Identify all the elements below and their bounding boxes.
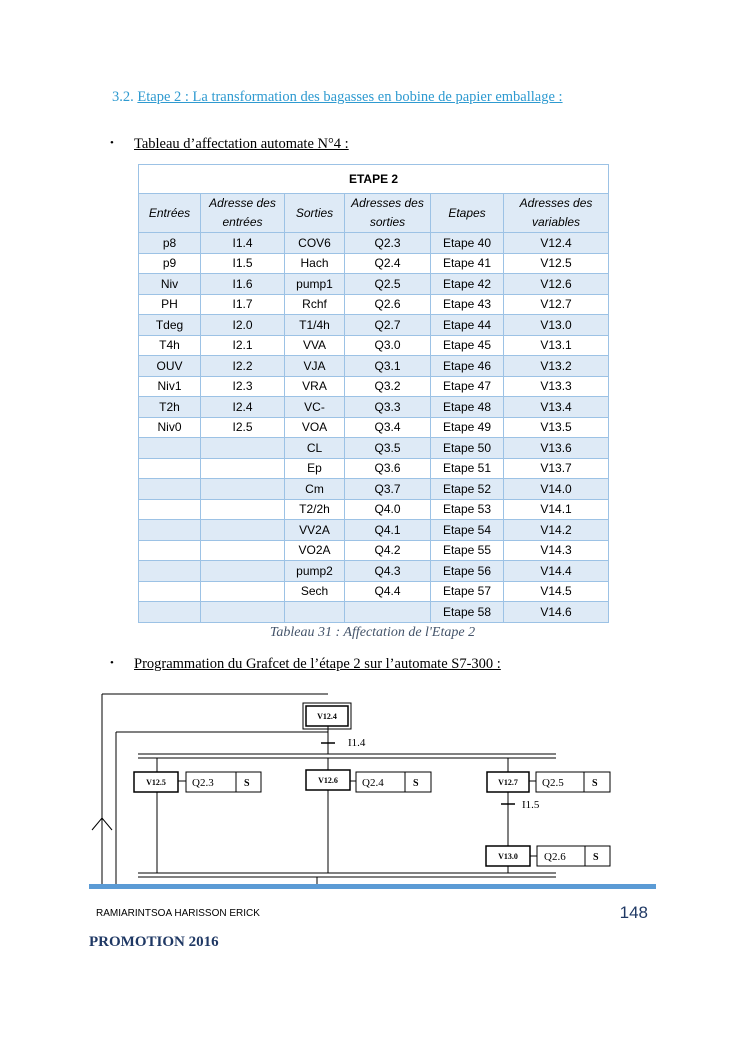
footer-promotion: PROMOTION 2016 — [89, 934, 219, 950]
table-header-cell — [201, 194, 285, 233]
table-cell: Etape 51 — [431, 458, 504, 479]
bullet-table-text: Tableau d’affectation automate N°4 : — [134, 136, 349, 152]
table-cell: V12.5 — [504, 253, 609, 274]
table-row — [139, 438, 609, 459]
table-cell: V13.5 — [504, 417, 609, 438]
section-number: 3.2. — [112, 89, 134, 105]
table-header-text: Adresse des — [209, 196, 276, 210]
table-cell: Q2.4 — [345, 253, 431, 274]
table-cell: Etape 42 — [431, 274, 504, 295]
table-header-text: entrées — [222, 215, 263, 229]
table-cell — [201, 438, 285, 459]
table-body — [139, 233, 609, 623]
table-cell: Q2.3 — [345, 233, 431, 254]
table-cell: Q4.2 — [345, 540, 431, 561]
table-cell: p9 — [139, 253, 201, 274]
table-cell: Etape 45 — [431, 335, 504, 356]
section-title: Etape 2 : La transformation des bagasses en bobine de papier emballage : — [137, 89, 563, 105]
table-cell: I2.4 — [201, 397, 285, 418]
table-row — [139, 274, 609, 295]
table-cell: I2.3 — [201, 376, 285, 397]
table-cell: V13.2 — [504, 356, 609, 377]
table-cell: Q2.7 — [345, 315, 431, 336]
table-cell: VV2A — [285, 520, 345, 541]
table-cell — [139, 458, 201, 479]
table-cell: V13.3 — [504, 376, 609, 397]
transition-2-label: I1.5 — [522, 799, 540, 811]
action-a-qualifier: S — [244, 778, 250, 789]
table-row — [139, 499, 609, 520]
table-cell: V14.0 — [504, 479, 609, 500]
table-caption: Tableau 31 : Affectation de l'Etape 2 — [269, 625, 476, 640]
table-cell — [201, 540, 285, 561]
table-cell: T4h — [139, 335, 201, 356]
table-cell: Etape 55 — [431, 540, 504, 561]
action-b-label: Q2.4 — [362, 777, 384, 789]
table-cell: V12.4 — [504, 233, 609, 254]
table-cell — [139, 540, 201, 561]
step-d-label: V13.0 — [498, 852, 518, 861]
table-cell: Tdeg — [139, 315, 201, 336]
table-header-text: Etapes — [448, 205, 486, 220]
table-cell: Sech — [285, 581, 345, 602]
table-cell: V14.5 — [504, 581, 609, 602]
table-cell — [201, 499, 285, 520]
table-cell — [285, 602, 345, 623]
table-cell: I2.0 — [201, 315, 285, 336]
table-cell: VVA — [285, 335, 345, 356]
table-header-cell — [345, 194, 431, 233]
action-a-label: Q2.3 — [192, 777, 214, 789]
table-row — [139, 520, 609, 541]
table-cell: I2.1 — [201, 335, 285, 356]
table-cell: Q2.5 — [345, 274, 431, 295]
table-cell: Q3.2 — [345, 376, 431, 397]
table-cell — [139, 581, 201, 602]
table-cell: pump2 — [285, 561, 345, 582]
table-row — [139, 294, 609, 315]
table-header-text: Adresses des — [351, 196, 424, 210]
table-cell: Q2.6 — [345, 294, 431, 315]
table-cell: Q4.0 — [345, 499, 431, 520]
table-header-text: Entrées — [148, 205, 191, 220]
action-d-label: Q2.6 — [544, 851, 566, 863]
table-cell: Q3.5 — [345, 438, 431, 459]
table-cell: Etape 49 — [431, 417, 504, 438]
action-d-qualifier: S — [593, 852, 599, 863]
page-number: 148 — [619, 903, 648, 922]
table-cell: T2h — [139, 397, 201, 418]
table-cell: CL — [285, 438, 345, 459]
step-a-label: V12.5 — [146, 778, 166, 787]
table-cell — [201, 479, 285, 500]
table-cell: Hach — [285, 253, 345, 274]
table-cell: Q3.7 — [345, 479, 431, 500]
table-header-text: variables — [532, 215, 581, 229]
table-cell — [345, 602, 431, 623]
table-cell: Etape 56 — [431, 561, 504, 582]
table-row — [139, 335, 609, 356]
table-title: ETAPE 2 — [139, 165, 609, 194]
bullet-grafcet-text: Programmation du Grafcet de l’étape 2 sur l’automate S7-300 : — [134, 656, 501, 672]
bullet-table-title — [110, 136, 349, 153]
table-header-text: Adresses des — [519, 196, 593, 210]
table-cell: Etape 46 — [431, 356, 504, 377]
table-cell — [201, 561, 285, 582]
table-cell: I2.5 — [201, 417, 285, 438]
step-b-label: V12.6 — [318, 776, 338, 785]
table-cell: V13.1 — [504, 335, 609, 356]
table-cell — [201, 458, 285, 479]
table-cell: PH — [139, 294, 201, 315]
table-row — [139, 253, 609, 274]
table-header-cell — [431, 194, 504, 233]
table-cell: VJA — [285, 356, 345, 377]
table-cell: Niv1 — [139, 376, 201, 397]
table-cell: I1.6 — [201, 274, 285, 295]
table-cell: Q4.4 — [345, 581, 431, 602]
table-cell: Etape 47 — [431, 376, 504, 397]
table-cell: V14.4 — [504, 561, 609, 582]
table-cell: V12.6 — [504, 274, 609, 295]
table-cell: T1/4h — [285, 315, 345, 336]
table-row — [139, 458, 609, 479]
table-row — [139, 397, 609, 418]
table-cell: VRA — [285, 376, 345, 397]
bullet-icon: • — [110, 657, 114, 669]
table-row — [139, 376, 609, 397]
table-row — [139, 602, 609, 623]
table-cell: Etape 44 — [431, 315, 504, 336]
table-cell: Q3.6 — [345, 458, 431, 479]
table-cell: VO2A — [285, 540, 345, 561]
table-cell: I1.4 — [201, 233, 285, 254]
step-initial-label: V12.4 — [317, 712, 337, 721]
table-cell: Etape 58 — [431, 602, 504, 623]
table-cell: V14.3 — [504, 540, 609, 561]
table-cell: Cm — [285, 479, 345, 500]
step-c-label: V12.7 — [498, 778, 518, 787]
section-heading — [112, 89, 563, 106]
grafcet-diagram — [0, 680, 745, 885]
table-cell: Etape 57 — [431, 581, 504, 602]
table-cell: Q3.3 — [345, 397, 431, 418]
table-cell: I1.5 — [201, 253, 285, 274]
table-cell: VOA — [285, 417, 345, 438]
table-header-cell — [504, 194, 609, 233]
table-cell: Etape 53 — [431, 499, 504, 520]
table-cell: Q4.1 — [345, 520, 431, 541]
table-cell: V13.6 — [504, 438, 609, 459]
table-cell: Q3.1 — [345, 356, 431, 377]
transition-1-label: I1.4 — [348, 737, 366, 749]
table-row — [139, 581, 609, 602]
bullet-grafcet-title — [110, 656, 501, 673]
table-cell: VC- — [285, 397, 345, 418]
table-cell: Etape 43 — [431, 294, 504, 315]
footer-divider — [89, 884, 656, 889]
table-cell: Etape 48 — [431, 397, 504, 418]
table-cell: Rchf — [285, 294, 345, 315]
table-cell: Q3.0 — [345, 335, 431, 356]
table-cell — [139, 499, 201, 520]
table-row — [139, 356, 609, 377]
table-cell — [139, 602, 201, 623]
bullet-icon: • — [110, 137, 114, 149]
table-cell: pump1 — [285, 274, 345, 295]
table-cell: COV6 — [285, 233, 345, 254]
table-cell — [139, 520, 201, 541]
table-cell: V14.2 — [504, 520, 609, 541]
table-header-text: sorties — [369, 215, 406, 229]
table-row — [139, 233, 609, 254]
table-row — [139, 315, 609, 336]
table-cell: Q3.4 — [345, 417, 431, 438]
table-cell: V13.4 — [504, 397, 609, 418]
table-cell: V13.7 — [504, 458, 609, 479]
table-cell: V12.7 — [504, 294, 609, 315]
table-header-text: Sorties — [295, 205, 334, 220]
action-c-qualifier: S — [592, 778, 598, 789]
table-header-cell — [285, 194, 345, 233]
table-cell: V14.6 — [504, 602, 609, 623]
table-row — [139, 417, 609, 438]
table-cell — [139, 561, 201, 582]
table-cell — [139, 479, 201, 500]
table-cell: Q4.3 — [345, 561, 431, 582]
table-cell — [139, 438, 201, 459]
table-cell — [201, 520, 285, 541]
table-row — [139, 561, 609, 582]
table-cell: Etape 41 — [431, 253, 504, 274]
table-cell: OUV — [139, 356, 201, 377]
table-cell: p8 — [139, 233, 201, 254]
table-cell — [201, 602, 285, 623]
table-cell: Etape 54 — [431, 520, 504, 541]
table-cell: V14.1 — [504, 499, 609, 520]
assignment-table — [138, 164, 609, 623]
table-header-cell — [139, 194, 201, 233]
table-cell: Niv — [139, 274, 201, 295]
footer-author: RAMIARINTSOA HARISSON ERICK — [96, 908, 260, 919]
table-cell: I2.2 — [201, 356, 285, 377]
action-b-qualifier: S — [413, 778, 419, 789]
table-row — [139, 540, 609, 561]
table-cell: Niv0 — [139, 417, 201, 438]
action-c-label: Q2.5 — [542, 777, 564, 789]
table-cell — [201, 581, 285, 602]
table-cell: I1.7 — [201, 294, 285, 315]
table-cell: V13.0 — [504, 315, 609, 336]
table-cell: Ep — [285, 458, 345, 479]
table-cell: Etape 40 — [431, 233, 504, 254]
table-cell: Etape 50 — [431, 438, 504, 459]
table-row — [139, 479, 609, 500]
table-cell: Etape 52 — [431, 479, 504, 500]
table-header-row — [139, 194, 609, 233]
table-cell: T2/2h — [285, 499, 345, 520]
